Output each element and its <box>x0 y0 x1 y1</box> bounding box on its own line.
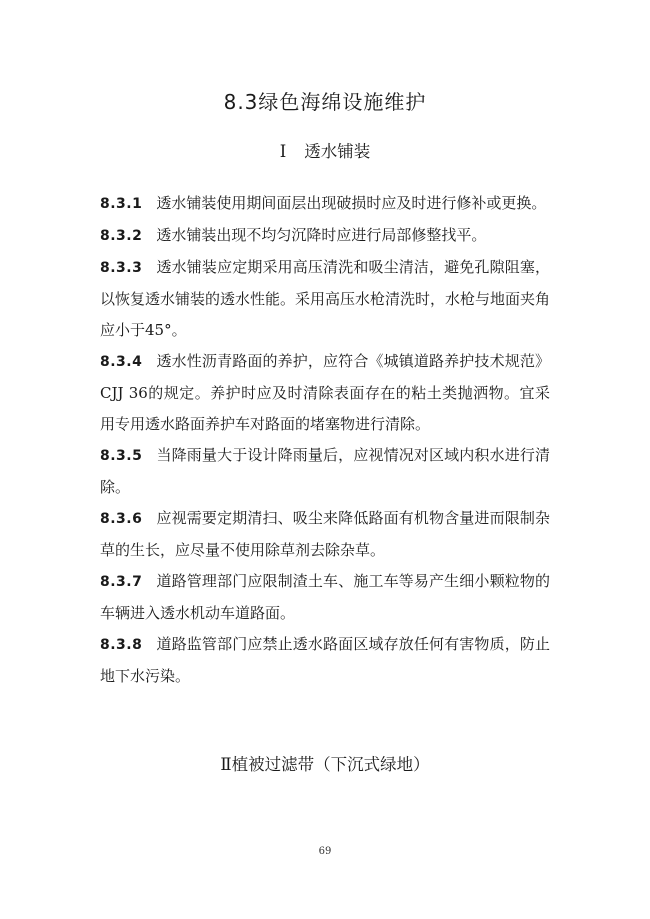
page-number: 69 <box>318 846 332 857</box>
clause <box>100 252 550 346</box>
chapter-title: 8.3绿色海绵设施维护 <box>223 90 427 114</box>
clause-text: 透水铺装出现不均匀沉降时应进行局部修整找平。 <box>156 226 487 244</box>
section-roman-numeral: Ⅰ <box>279 142 287 161</box>
clause-number: 8.3.2 <box>100 228 143 244</box>
clause-list <box>100 188 550 692</box>
clause <box>100 629 550 692</box>
section-heading-permeable-pavement <box>0 138 650 162</box>
clause <box>100 346 550 440</box>
clause-text: 当降雨量大于设计降雨量后，应视情况对区域内积水进行清除。 <box>100 446 550 496</box>
clause-number: 8.3.5 <box>100 448 143 464</box>
clause-number: 8.3.6 <box>100 511 143 527</box>
clause-text: 道路监管部门应禁止透水路面区域存放任何有害物质，防止地下水污染。 <box>100 635 550 685</box>
section-title-text: 透水铺装 <box>304 142 371 161</box>
clause <box>100 220 550 252</box>
clause-text: 透水铺装使用期间面层出现破损时应及时进行修补或更换。 <box>156 194 547 212</box>
clause-number: 8.3.7 <box>100 574 143 590</box>
clause-number: 8.3.3 <box>100 260 143 276</box>
clause-number: 8.3.4 <box>100 354 143 370</box>
clause-text: 应视需要定期清扫、吸尘来降低路面有机物含量进而限制杂草的生长，应尽量不使用除草剂去除杂草。 <box>100 509 550 559</box>
clause <box>100 440 550 503</box>
clause-text: 道路管理部门应限制渣土车、施工车等易产生细小颗粒物的车辆进入透水机动车道路面。 <box>100 572 550 622</box>
clause <box>100 503 550 566</box>
clause-number: 8.3.8 <box>100 637 143 653</box>
clause <box>100 566 550 629</box>
clause-number: 8.3.1 <box>100 196 143 212</box>
section-heading-vegetated-filter-strip: Ⅱ植被过滤带（下沉式绿地） <box>220 755 430 774</box>
clause-text: 透水性沥青路面的养护，应符合《城镇道路养护技术规范》CJJ 36的规定。养护时应及时清除表面存在的粘土类抛洒物。宜采用专用透水路面养护车对路面的堵塞物进行清除。 <box>100 352 550 433</box>
clause-text: 透水铺装应定期采用高压清洗和吸尘清洁，避免孔隙阻塞，以恢复透水铺装的透水性能。采用高压水枪清洗时，水枪与地面夹角应小于45°。 <box>100 258 551 339</box>
clause <box>100 188 550 220</box>
